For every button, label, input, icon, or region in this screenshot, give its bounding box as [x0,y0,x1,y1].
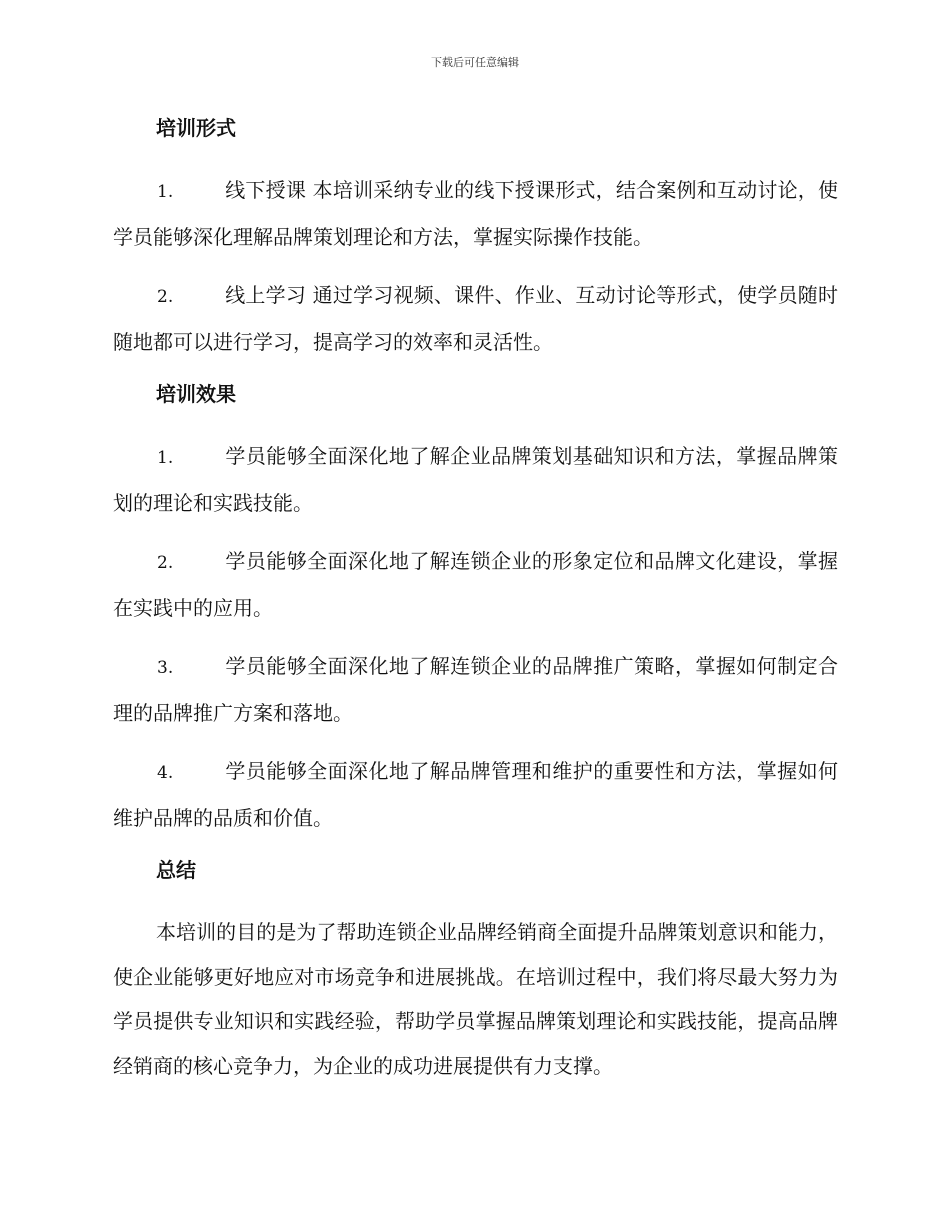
list-item-text: 线下授课 本培训采纳专业的线下授课形式，结合案例和互动讨论，使学员能够深化理解品牌策划理论和方法，掌握实际操作技能。 [113,178,838,249]
list-item-text: 线上学习 通过学习视频、课件、作业、互动讨论等形式，使学员随时随地都可以进行学习，提高学习的效率和灵活性。 [113,283,838,354]
list-item-number: 2. [157,553,174,573]
list-item-number: 3. [157,658,174,678]
list-item-text: 学员能够全面深化地了解连锁企业的品牌推广策略，掌握如何制定合理的品牌推广方案和落地。 [113,654,838,725]
list-item-text: 学员能够全面深化地了解品牌管理和维护的重要性和方法，掌握如何维护品牌的品质和价值。 [113,759,838,830]
list-item [113,749,838,840]
list-item-text: 学员能够全面深化地了解企业品牌策划基础知识和方法，掌握品牌策划的理论和实践技能。 [113,444,838,515]
list-item-number: 1. [157,448,174,468]
summary-paragraph: 本培训的目的是为了帮助连锁企业品牌经销商全面提升品牌策划意识和能力，使企业能够更好地应对市场竞争和进展挑战。在培训过程中，我们将尽最大努力为学员提供专业知识和实践经验，帮助学员掌握品牌策划理论和实践技能，提高品牌经销商的核心竞争力，为企业的成功进展提供有力支撑。 [113,920,838,1078]
list-item-number: 2. [157,287,174,307]
list-item [113,273,838,364]
section-heading-training-effect: 培训效果 [156,382,236,406]
list-item [113,434,838,525]
list-item [113,168,838,259]
list-item [113,644,838,735]
section-heading-training-format: 培训形式 [156,116,236,140]
list-item-text: 学员能够全面深化地了解连锁企业的形象定位和品牌文化建设，掌握在实践中的应用。 [113,549,838,620]
list-item [113,539,838,630]
list-item-number: 4. [157,763,174,783]
document-content [113,112,838,1102]
section-heading-summary: 总结 [156,858,196,882]
header-note: 下载后可任意编辑 [431,56,519,69]
list-item-number: 1. [157,182,174,202]
